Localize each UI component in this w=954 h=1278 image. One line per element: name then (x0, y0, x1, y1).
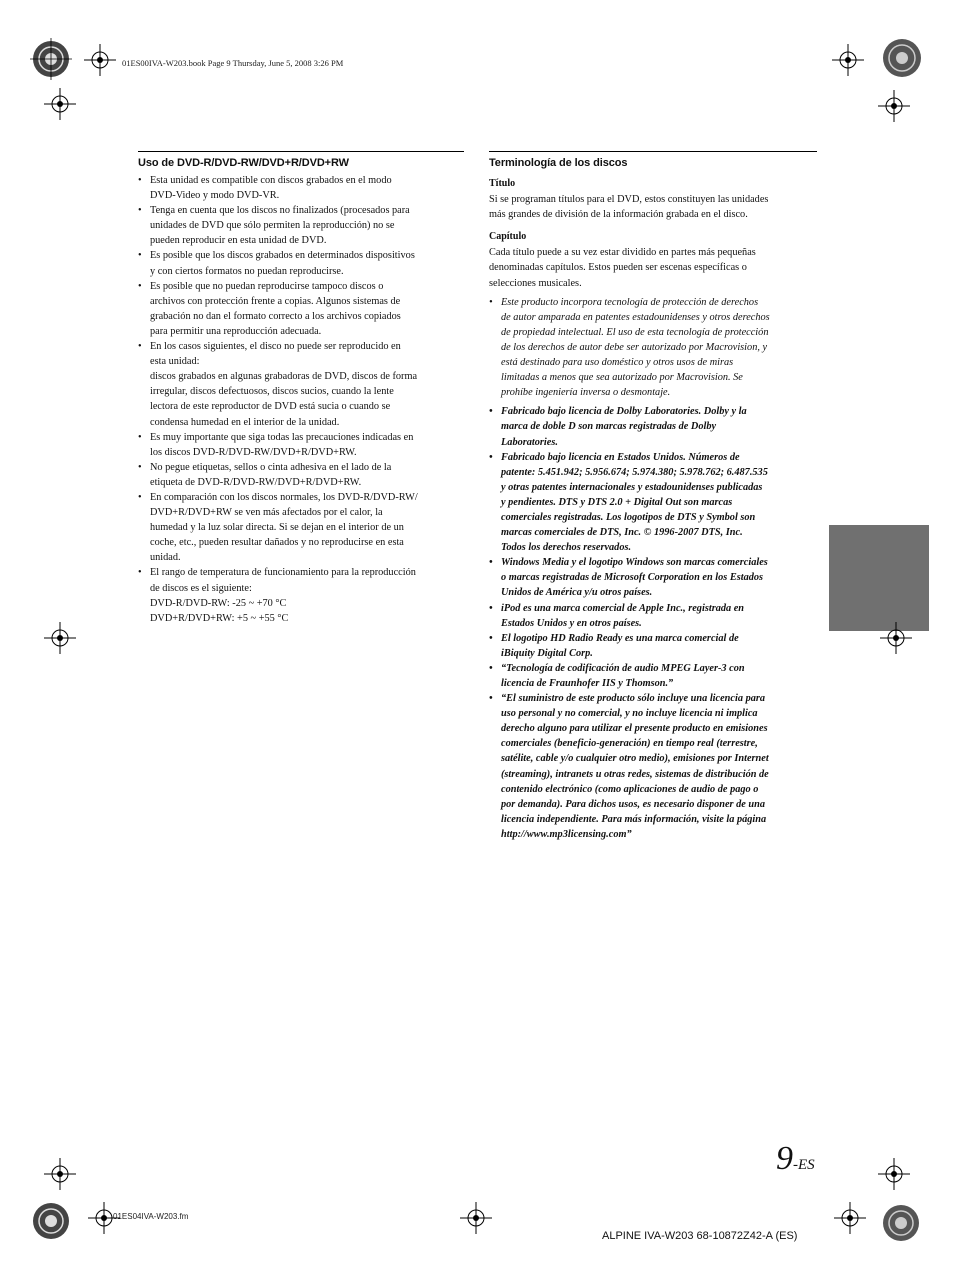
list-item (138, 565, 464, 625)
text-line: En comparación con los discos normales, los DVD-R/DVD-RW/ (150, 491, 418, 503)
bullet-icon: • (138, 175, 142, 186)
text-line: está destinado para uso doméstico y otros usos de miras (501, 357, 734, 369)
bullet-icon: • (138, 491, 142, 503)
list-item (138, 173, 464, 203)
text-line: comerciales (beneficio-generación) en tiempo real (terrestre, (501, 738, 758, 750)
left-column (138, 151, 464, 626)
list-item (489, 295, 817, 401)
registration-crosshair-icon (88, 1202, 120, 1234)
right-column (489, 151, 817, 842)
list-item (489, 691, 817, 842)
text-line: selecciones musicales. (489, 277, 582, 289)
bullet-icon: • (138, 431, 142, 443)
list-item (489, 631, 817, 661)
list-item (489, 601, 817, 631)
text-line: uso personal y no comercial, y no incluye licencia ni implica (501, 708, 758, 720)
registration-crosshair-icon (878, 90, 910, 122)
page-number-suffix: -ES (793, 1157, 815, 1173)
text-line: etiqueta de DVD-R/DVD-RW/DVD+R/DVD+RW. (150, 476, 362, 488)
text-line: grabación no dan el formato correcto a los archivos copiados (150, 310, 401, 322)
bullet-icon: • (138, 341, 142, 353)
text-line: patente: 5.451.942; 5.956.674; 5.974.380; 5.978.762; 6.487.535 (501, 466, 768, 478)
text-line: Cada título puede a su vez estar dividido en partes más pequeñas (489, 247, 756, 259)
bullet-icon: • (489, 602, 493, 614)
text-line: iPod es una marca comercial de Apple Inc., registrada en (501, 602, 745, 614)
registration-crosshair-icon (834, 1202, 866, 1234)
text-line: y otras patentes internacionales y estadounidenses publicadas (501, 481, 763, 493)
list-item (138, 203, 464, 248)
bullet-icon: • (489, 632, 493, 644)
registration-disc-icon (30, 38, 72, 80)
text-line: marca de doble D son marcas registradas de Dolby (501, 421, 717, 433)
text-line: Es muy importante que siga todas las precauciones indicadas en (150, 431, 414, 443)
dvd-usage-heading: Uso de DVD-R/DVD-RW/DVD+R/DVD+RW (138, 157, 349, 169)
registration-disc-icon (880, 36, 924, 80)
text-line: limitadas a menos que sea autorizado por Macrovision. Se (501, 372, 743, 384)
text-line: lectora de este reproductor de DVD está sucia o cuando se (150, 401, 391, 413)
text-line: los discos DVD-R/DVD-RW/DVD+R/DVD+RW. (150, 446, 357, 458)
page-number-digit: 9 (776, 1140, 793, 1177)
text-line: de propiedad intelectual. El uso de esta tecnología de protección (501, 326, 769, 338)
text-line: denominadas capítulos. Estos pueden ser escenas específicas o (489, 262, 747, 274)
list-item (489, 450, 817, 556)
text-line: licencia independiente. Para más información, visite la página (501, 813, 767, 825)
list-item (138, 460, 464, 490)
text-line: humedad y la luz solar directa. Si se dejan en el interior de un (150, 522, 404, 534)
text-line: DVD+R/DVD+RW se ven más afectados por el calor, la (150, 507, 383, 519)
registration-crosshair-icon (84, 44, 116, 76)
text-line: comerciales registradas. Los logotipos de DTS y Symbol son (501, 511, 756, 523)
text-line: y pendientes. DTS y DTS 2.0 + Digital Out son marcas (501, 496, 733, 508)
text-line: discos grabados en algunas grabadoras de DVD, discos de forma (150, 371, 418, 383)
text-line: DVD-R/DVD-RW: -25 ~ +70 °C (150, 597, 287, 609)
text-line: o marcas registradas de Microsoft Corporation en los Estados (501, 572, 764, 584)
titulo-text (489, 192, 817, 222)
text-line: Windows Media y el logotipo Windows son marcas comerciales (501, 557, 768, 569)
text-line: iBiquity Digital Corp. (501, 647, 593, 659)
text-line: más grandes de división de la información grabada en el disco. (489, 209, 748, 221)
registration-disc-icon (880, 1202, 922, 1244)
text-line: “El suministro de este producto sólo incluye una licencia para (501, 693, 766, 705)
bullet-icon: • (489, 557, 493, 569)
text-line: marcas comerciales de DTS, Inc. © 1996-2007 DTS, Inc. (501, 527, 743, 539)
text-line: Es posible que los discos grabados en determinados dispositivos (150, 250, 415, 262)
text-line: Este producto incorpora tecnología de protección de derechos (501, 296, 759, 308)
text-line: Unidos de América y/u otros países. (501, 587, 653, 599)
bullet-icon: • (489, 662, 493, 674)
text-line: por demanda). Para dichos usos, es necesario disponer de una (501, 798, 766, 810)
text-line: coche, etc., pueden resultar dañados y no reproducirse en esta (150, 537, 404, 549)
list-item (138, 339, 464, 430)
text-line: Fabricado bajo licencia en Estados Unidos. Números de (501, 451, 740, 463)
capitulo-heading: Capítulo (489, 231, 527, 243)
text-line: archivos con protección frente a copias. Algunos sistemas de (150, 295, 401, 307)
text-line: condensa humedad en el interior de la unidad. (150, 416, 340, 428)
text-line: “Tecnología de codificación de audio MPEG Layer-3 con (501, 662, 745, 674)
text-line: esta unidad: (150, 356, 200, 368)
bullet-icon: • (489, 693, 493, 705)
capitulo-text (489, 245, 817, 290)
registration-crosshair-icon (44, 622, 76, 654)
list-item (138, 248, 464, 278)
text-line: Todos los derechos reservados. (501, 542, 632, 554)
footer-model-info: ALPINE IVA-W203 68-10872Z42-A (ES) (602, 1230, 798, 1242)
disc-terminology-heading: Terminología de los discos (489, 157, 628, 169)
bullet-icon: • (489, 451, 493, 463)
text-line: DVD-Video y modo DVD-VR. (150, 190, 280, 202)
text-line: irregular, discos defectuosos, discos sucios, cuando la lente (150, 386, 394, 398)
text-line: pueden reproducir en esta unidad de DVD. (150, 235, 327, 247)
text-line: (streaming), intranets u otras redes, sistemas de distribución de (501, 768, 769, 780)
registration-crosshair-icon (880, 622, 912, 654)
registration-crosshair-icon (832, 44, 864, 76)
bullet-icon: • (138, 461, 142, 473)
macrovision-note (489, 295, 817, 401)
text-line: Esta unidad es compatible con discos grabados en el modo (150, 175, 392, 186)
bullet-icon: • (138, 250, 142, 262)
text-line: derecho alguno para utilizar el presente producto en emisiones (501, 723, 768, 735)
registration-disc-icon (30, 1200, 72, 1242)
text-line: DVD+R/DVD+RW: +5 ~ +55 °C (150, 612, 289, 624)
page-number (776, 1140, 815, 1178)
registration-crosshair-icon (44, 88, 76, 120)
text-line: El logotipo HD Radio Ready es una marca comercial de (501, 632, 739, 644)
right-section-rule (489, 151, 817, 152)
dvd-usage-bullet-list (138, 173, 464, 626)
list-item (489, 555, 817, 600)
text-line: de los derechos de autor debe ser autorizado por Macrovision, y (501, 341, 768, 353)
text-line: Si se programan títulos para el DVD, estos constituyen las unidades (489, 194, 769, 206)
text-line: http://www.mp3licensing.com” (501, 828, 632, 840)
text-line: Fabricado bajo licencia de Dolby Laboratories. Dolby y la (501, 406, 747, 418)
list-item (138, 430, 464, 460)
text-line: En los casos siguientes, el disco no puede ser reproducido en (150, 341, 401, 353)
registration-crosshair-icon (44, 1158, 76, 1190)
text-line: para permitir una reproducción adecuada. (150, 325, 322, 337)
text-line: contenido electrónico (como aplicaciones de audio de pago o (501, 783, 759, 795)
text-line: satélite, cable y/o cualquier otro medio), emisiones por Internet (501, 753, 769, 765)
text-line: Laboratories. (501, 436, 558, 448)
text-line: licencia de Fraunhofer IIS y Thomson.” (501, 678, 674, 689)
bullet-icon: • (489, 296, 493, 308)
header-book-info: 01ES00IVA-W203.book Page 9 Thursday, June 5, 2008 3:26 PM (122, 58, 344, 68)
bullet-icon: • (138, 280, 142, 292)
list-item (138, 279, 464, 339)
list-item (138, 490, 464, 565)
text-line: Tenga en cuenta que los discos no finalizados (procesados para (150, 205, 410, 217)
text-line: No pegue etiquetas, sellos o cinta adhesiva en el lado de la (150, 461, 392, 473)
list-item (489, 661, 817, 691)
list-item (489, 404, 817, 449)
section-thumb-tab (829, 525, 929, 631)
titulo-heading: Título (489, 178, 516, 189)
bullet-icon: • (489, 406, 493, 418)
text-line: unidad. (150, 552, 181, 564)
text-line: prohíbe ingeniería inversa o desmontaje. (501, 387, 671, 399)
text-line: Estados Unidos y en otros países. (501, 617, 642, 629)
bullet-icon: • (138, 205, 142, 217)
registration-crosshair-icon (878, 1158, 910, 1190)
left-section-rule (138, 151, 464, 152)
footer-file-name: 01ES04IVA-W203.fm (113, 1212, 189, 1221)
registration-crosshair-icon (460, 1202, 492, 1234)
trademark-notice-list (489, 404, 817, 842)
text-line: y con ciertos formatos no puedan reproducirse. (150, 265, 344, 277)
bullet-icon: • (138, 567, 142, 579)
text-line: El rango de temperatura de funcionamiento para la reproducción (150, 567, 416, 579)
text-line: unidades de DVD que sólo permiten la reproducción) no se (150, 220, 395, 232)
text-line: Es posible que no puedan reproducirse tampoco discos o (150, 280, 384, 292)
text-line: de discos es el siguiente: (150, 582, 252, 594)
text-line: de autor amparada en patentes estadounidenses y otros derechos (501, 311, 770, 323)
